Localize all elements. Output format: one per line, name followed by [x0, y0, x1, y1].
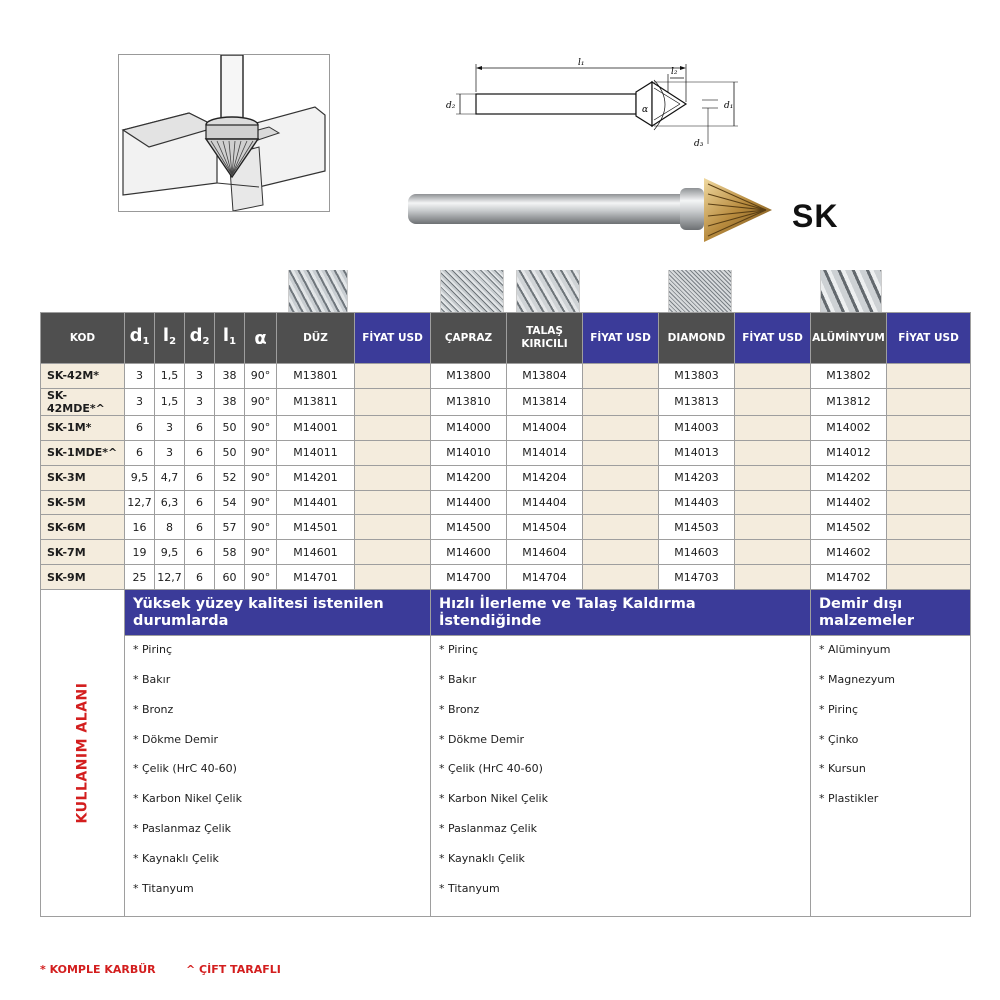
cell-aluminyum: M14702 [811, 565, 887, 590]
cell-l2: 1,5 [155, 364, 185, 389]
cell-alpha: 90° [245, 490, 277, 515]
usage-material-item: * Alüminyum [819, 643, 891, 657]
col-header-diamond: DIAMOND [659, 313, 735, 364]
cell-talas: M14014 [507, 440, 583, 465]
cell-fiyat-usd [735, 415, 811, 440]
cell-fiyat-usd [887, 440, 971, 465]
cell-d1: 3 [125, 388, 155, 415]
cell-fiyat-usd [583, 465, 659, 490]
cell-diamond: M14403 [659, 490, 735, 515]
cell-kod: SK-1M* [41, 415, 125, 440]
cell-fiyat-usd [735, 515, 811, 540]
usage-group-title: Demir dışı malzemeler [811, 590, 971, 636]
cell-fiyat-usd [583, 364, 659, 389]
cell-l1: 60 [215, 565, 245, 590]
usage-material-item: * Dökme Demir [439, 732, 525, 746]
usage-group-title: Hızlı İlerleme ve Talaş Kaldırma İstendiğinde [431, 590, 811, 636]
usage-material-item: * Bronz [439, 702, 480, 716]
usage-group-list [125, 636, 431, 917]
cell-l1: 57 [215, 515, 245, 540]
usage-material-item: * Titanyum [439, 881, 500, 895]
cell-d1: 16 [125, 515, 155, 540]
cell-alpha: 90° [245, 465, 277, 490]
cell-diamond: M14503 [659, 515, 735, 540]
cell-l2: 4,7 [155, 465, 185, 490]
col-header-l1: $l_1$ [215, 313, 245, 364]
col-header-alpha: α [245, 313, 277, 364]
cell-talas: M14404 [507, 490, 583, 515]
cell-capraz: M14600 [431, 540, 507, 565]
cell-aluminyum: M14402 [811, 490, 887, 515]
cell-diamond: M14013 [659, 440, 735, 465]
cell-l1: 52 [215, 465, 245, 490]
cell-fiyat-usd [355, 415, 431, 440]
cell-kod: SK-42M* [41, 364, 125, 389]
usage-area-cell [41, 590, 125, 917]
cut-pattern-diamond-image [668, 270, 732, 312]
cell-fiyat-usd [583, 540, 659, 565]
cell-talas: M14604 [507, 540, 583, 565]
table-row [41, 490, 971, 515]
usage-material-item: * Kaynaklı Çelik [439, 851, 525, 865]
usage-material-item: * Titanyum [133, 881, 194, 895]
cell-l1: 50 [215, 415, 245, 440]
table-row [41, 388, 971, 415]
label-alpha: α [642, 105, 649, 115]
usage-material-item: * Pirinç [819, 702, 859, 716]
cell-kod: SK-9M [41, 565, 125, 590]
cell-fiyat-usd [355, 364, 431, 389]
cell-kod: SK-7M [41, 540, 125, 565]
cell-aluminyum: M14012 [811, 440, 887, 465]
cell-talas: M14704 [507, 565, 583, 590]
cell-capraz: M14500 [431, 515, 507, 540]
cell-alpha: 90° [245, 388, 277, 415]
cell-fiyat-usd [887, 388, 971, 415]
cell-d1: 9,5 [125, 465, 155, 490]
cell-fiyat-usd [887, 565, 971, 590]
usage-material-item: * Çelik (HrC 40-60) [439, 762, 543, 776]
cell-fiyat-usd [583, 515, 659, 540]
cell-fiyat-usd [355, 440, 431, 465]
cell-kod: SK-42MDE*^ [41, 388, 125, 415]
cell-diamond: M14703 [659, 565, 735, 590]
usage-material-item: * Karbon Nikel Çelik [133, 792, 242, 806]
cell-talas: M13814 [507, 388, 583, 415]
cell-duz: M14001 [277, 415, 355, 440]
table-row [41, 440, 971, 465]
usage-material-item: * Dökme Demir [133, 732, 219, 746]
cell-fiyat-usd [735, 540, 811, 565]
cell-d1: 25 [125, 565, 155, 590]
usage-group-list [431, 636, 811, 917]
cell-capraz: M14010 [431, 440, 507, 465]
cell-kod: SK-6M [41, 515, 125, 540]
cell-kod: SK-5M [41, 490, 125, 515]
cut-pattern-duz-image [288, 270, 348, 312]
cell-kod: SK-1MDE*^ [41, 440, 125, 465]
usage-group-list [811, 636, 971, 917]
cell-aluminyum: M13802 [811, 364, 887, 389]
cell-fiyat-usd [735, 440, 811, 465]
cell-l2: 1,5 [155, 388, 185, 415]
cell-l2: 3 [155, 415, 185, 440]
usage-material-item: * Bronz [133, 702, 174, 716]
table-header-row [41, 313, 971, 364]
cell-capraz: M14400 [431, 490, 507, 515]
cell-fiyat-usd [735, 465, 811, 490]
cut-pattern-capraz-image [440, 270, 504, 312]
col-header-aluminyum: ALÜMİNYUM [811, 313, 887, 364]
cell-duz: M14201 [277, 465, 355, 490]
usage-material-item: * Plastikler [819, 792, 879, 806]
cell-fiyat-usd [887, 364, 971, 389]
usage-material-item: * Pirinç [439, 643, 479, 657]
cell-d1: 6 [125, 440, 155, 465]
cell-capraz: M14000 [431, 415, 507, 440]
cell-fiyat-usd [355, 465, 431, 490]
cell-talas: M14004 [507, 415, 583, 440]
cell-l1: 50 [215, 440, 245, 465]
col-header-d2: $d_2$ [185, 313, 215, 364]
col-header-fiyat-usd: FİYAT USD [887, 313, 971, 364]
cell-aluminyum: M14502 [811, 515, 887, 540]
cell-d2: 6 [185, 440, 215, 465]
cell-alpha: 90° [245, 415, 277, 440]
col-header-fiyat-usd: FİYAT USD [583, 313, 659, 364]
cell-l1: 54 [215, 490, 245, 515]
cell-duz: M13801 [277, 364, 355, 389]
label-d3: d₃ [694, 139, 704, 149]
cell-talas: M13804 [507, 364, 583, 389]
cell-fiyat-usd [735, 364, 811, 389]
cell-duz: M14011 [277, 440, 355, 465]
cell-alpha: 90° [245, 440, 277, 465]
cell-d1: 12,7 [125, 490, 155, 515]
cell-talas: M14504 [507, 515, 583, 540]
col-header-fiyat-usd: FİYAT USD [355, 313, 431, 364]
cell-diamond: M13803 [659, 364, 735, 389]
col-header-kod: KOD [41, 313, 125, 364]
application-photo [118, 54, 330, 212]
cell-l2: 8 [155, 515, 185, 540]
cell-duz: M14501 [277, 515, 355, 540]
usage-material-item: * Paslanmaz Çelik [133, 821, 232, 835]
series-title: SK [792, 198, 839, 234]
table-row [41, 565, 971, 590]
label-d1: d₁ [724, 101, 734, 111]
cell-d2: 3 [185, 364, 215, 389]
table-row [41, 364, 971, 389]
footnote-karbur: * KOMPLE KARBÜR [40, 963, 156, 976]
cell-d2: 6 [185, 565, 215, 590]
cell-duz: M14701 [277, 565, 355, 590]
usage-header-row [41, 590, 971, 636]
col-header-d1: $d_1$ [125, 313, 155, 364]
cell-alpha: 90° [245, 515, 277, 540]
cell-fiyat-usd [887, 415, 971, 440]
cell-l2: 12,7 [155, 565, 185, 590]
cell-alpha: 90° [245, 565, 277, 590]
label-l2: l₂ [671, 67, 678, 77]
cell-talas: M14204 [507, 465, 583, 490]
cell-diamond: M13813 [659, 388, 735, 415]
cell-fiyat-usd [583, 440, 659, 465]
cell-aluminyum: M13812 [811, 388, 887, 415]
usage-material-item: * Magnezyum [819, 672, 895, 686]
cell-fiyat-usd [583, 415, 659, 440]
cell-duz: M14401 [277, 490, 355, 515]
col-header-l2: $l_2$ [155, 313, 185, 364]
label-l1: l₁ [578, 58, 585, 68]
cell-d2: 6 [185, 415, 215, 440]
cell-d2: 6 [185, 465, 215, 490]
cell-diamond: M14203 [659, 465, 735, 490]
cell-diamond: M14003 [659, 415, 735, 440]
cell-fiyat-usd [735, 565, 811, 590]
cell-fiyat-usd [887, 515, 971, 540]
usage-material-item: * Kursun [819, 762, 866, 776]
cell-d1: 3 [125, 364, 155, 389]
cell-d2: 6 [185, 540, 215, 565]
cell-d1: 19 [125, 540, 155, 565]
cell-capraz: M13810 [431, 388, 507, 415]
col-header-duz: DÜZ [277, 313, 355, 364]
col-header-talas-kirici: TALAŞ KIRICILI [507, 313, 583, 364]
cell-capraz: M14200 [431, 465, 507, 490]
cell-fiyat-usd [355, 515, 431, 540]
col-header-fiyat-usd: FİYAT USD [735, 313, 811, 364]
cell-fiyat-usd [887, 540, 971, 565]
cell-aluminyum: M14602 [811, 540, 887, 565]
cell-d2: 3 [185, 388, 215, 415]
cell-fiyat-usd [887, 490, 971, 515]
usage-material-item: * Pirinç [133, 643, 173, 657]
cell-fiyat-usd [583, 490, 659, 515]
usage-material-item: * Çelik (HrC 40-60) [133, 762, 237, 776]
usage-material-item: * Çinko [819, 732, 859, 746]
label-d2: d₂ [446, 101, 456, 111]
cell-fiyat-usd [355, 565, 431, 590]
usage-material-item: * Karbon Nikel Çelik [439, 792, 548, 806]
cell-diamond: M14603 [659, 540, 735, 565]
cell-l1: 58 [215, 540, 245, 565]
cell-capraz: M13800 [431, 364, 507, 389]
cut-pattern-aluminyum-image [820, 270, 882, 312]
spec-table [40, 312, 971, 917]
cell-fiyat-usd [583, 388, 659, 415]
col-header-capraz: ÇAPRAZ [431, 313, 507, 364]
cell-aluminyum: M14002 [811, 415, 887, 440]
cell-l2: 3 [155, 440, 185, 465]
usage-area-label: KULLANIM ALANI [74, 682, 90, 824]
cell-fiyat-usd [735, 388, 811, 415]
usage-material-item: * Bakır [439, 672, 477, 686]
cell-l1: 38 [215, 364, 245, 389]
usage-group-title: Yüksek yüzey kalitesi istenilen durumlarda [125, 590, 431, 636]
product-photo [404, 164, 776, 250]
cell-fiyat-usd [355, 490, 431, 515]
usage-items-row [41, 636, 971, 917]
cell-capraz: M14700 [431, 565, 507, 590]
usage-material-item: * Kaynaklı Çelik [133, 851, 219, 865]
footnote-cift-tarafli: ^ ÇİFT TARAFLI [186, 963, 281, 976]
table-row [41, 515, 971, 540]
usage-material-item: * Paslanmaz Çelik [439, 821, 538, 835]
cell-alpha: 90° [245, 364, 277, 389]
usage-material-item: * Bakır [133, 672, 171, 686]
table-row [41, 540, 971, 565]
cell-d2: 6 [185, 515, 215, 540]
cell-duz: M13811 [277, 388, 355, 415]
cell-duz: M14601 [277, 540, 355, 565]
cell-fiyat-usd [355, 540, 431, 565]
cell-l1: 38 [215, 388, 245, 415]
cell-aluminyum: M14202 [811, 465, 887, 490]
cell-fiyat-usd [355, 388, 431, 415]
cell-d1: 6 [125, 415, 155, 440]
cell-fiyat-usd [887, 465, 971, 490]
cell-l2: 9,5 [155, 540, 185, 565]
table-row [41, 465, 971, 490]
cut-pattern-talas-image [516, 270, 580, 312]
cell-d2: 6 [185, 490, 215, 515]
dimension-drawing [440, 54, 752, 156]
cell-alpha: 90° [245, 540, 277, 565]
table-row [41, 415, 971, 440]
cell-fiyat-usd [583, 565, 659, 590]
cell-kod: SK-3M [41, 465, 125, 490]
cell-l2: 6,3 [155, 490, 185, 515]
cell-fiyat-usd [735, 490, 811, 515]
